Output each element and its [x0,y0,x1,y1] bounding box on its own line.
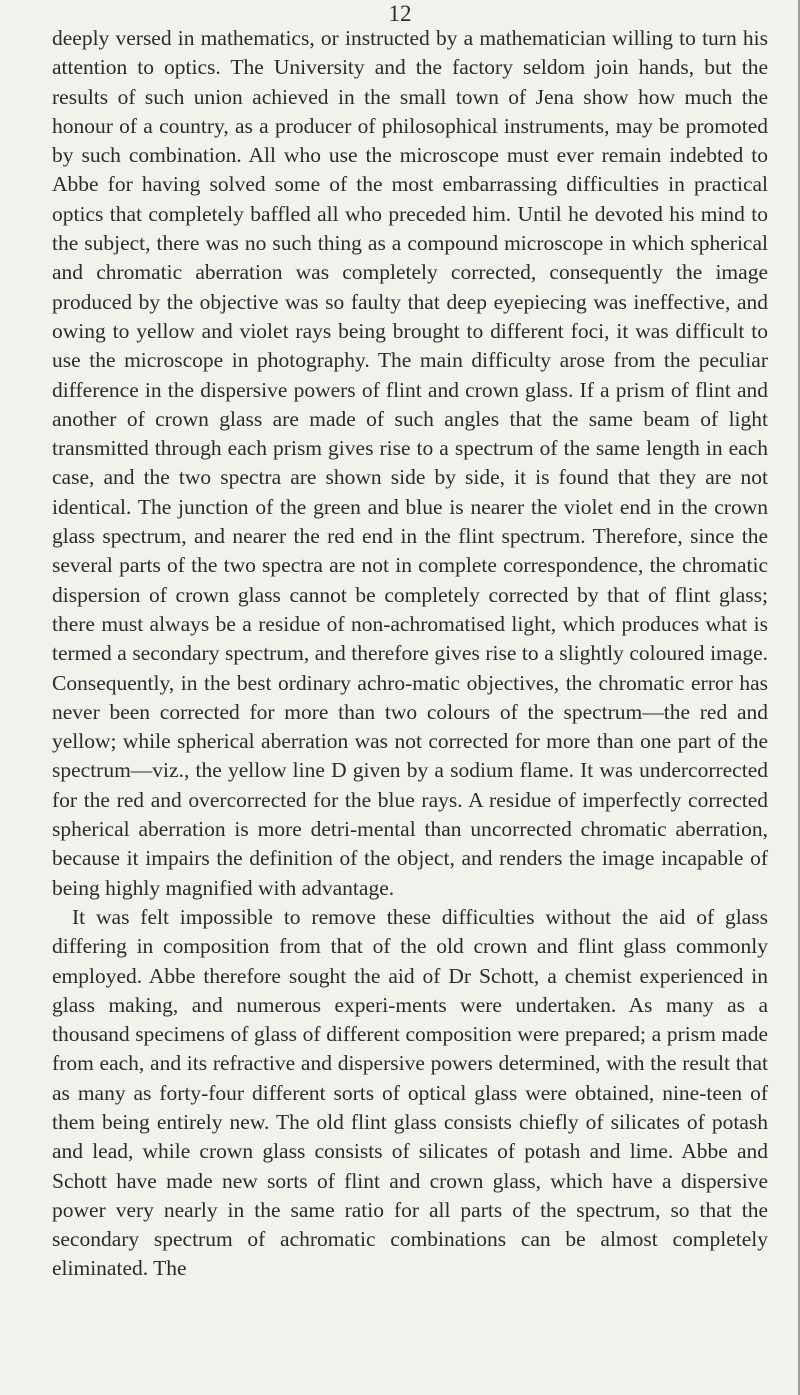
paragraph-schott-glass: It was felt impossible to remove these difficulties without the aid of glass differing in composition from that of the old crown and flint glass commonly employed. Abbe therefore sought the aid of Dr Schott, a chemist experienced in glass making, and numerous experi-ments were undertaken. As many as a thousand specimens of glass of different composition were prepared; a prism made from each, and its refractive and dispersive powers determined, with the result that as many as forty-four different sorts of optical glass were obtained, nine-teen of them being entirely new. The old flint glass consists chiefly of silicates of potash and lead, while crown glass consists of silicates of potash and lime. Abbe and Schott have made new sorts of flint and crown glass, which have a dispersive power very nearly in the same ratio for all parts of the spectrum, so that the secondary spectrum of achromatic combinations can be almost completely eliminated. The [52,904,768,1281]
paragraph-aberration: deeply versed in mathematics, or instructed by a mathematician willing to turn his attention to optics. The University and the factory seldom join hands, but the results of such union achieved in the small town of Jena show how much the honour of a country, as a producer of philosophical instruments, may be promoted by such combination. All who use the microscope must ever remain indebted to Abbe for having solved some of the most embarrassing difficulties in practical optics that completely baffled all who preceded him. Until he devoted his mind to the subject, there was no such thing as a compound microscope in which spherical and chromatic aberration was completely corrected, consequently the image produced by the objective was so faulty that deep eyepiecing was ineffective, and owing to yellow and violet rays being brought to different foci, it was difficult to use the microscope in photography. The main difficulty arose from the peculiar difference in the dispersive powers of flint and crown glass. If a prism of flint and another of crown glass are made of such angles that the same beam of light transmitted through each prism gives rise to a spectrum of the same length in each case, and the two spectra are shown side by side, it is found that they are not identical. The junction of the green and blue is nearer the violet end in the crown glass spectrum, and nearer the red end in the flint spectrum. Therefore, since the several parts of the two spectra are not in complete correspondence, the chromatic dispersion of crown glass cannot be completely corrected by that of flint glass; there must always be a residue of non-achromatised light, which produces what is termed a secondary spectrum, and therefore gives rise to a slightly coloured image. Consequently, in the best ordinary achro-matic objectives, the chromatic error has never been corrected for more than two colours of the spectrum—the red and yellow; while spherical aberration was not corrected for more than one part of the spectrum—viz., the yellow line D given by a sodium flame. It was undercorrected for the red and overcorrected for the blue rays. A residue of imperfectly corrected spherical aberration is more detri-mental than uncorrected chromatic aberration, because it impairs the definition of the object, and renders the image incapable of being highly magnified with advantage. [52,26,768,900]
body-text [52,24,768,1284]
page-number: 12 [388,1,412,26]
